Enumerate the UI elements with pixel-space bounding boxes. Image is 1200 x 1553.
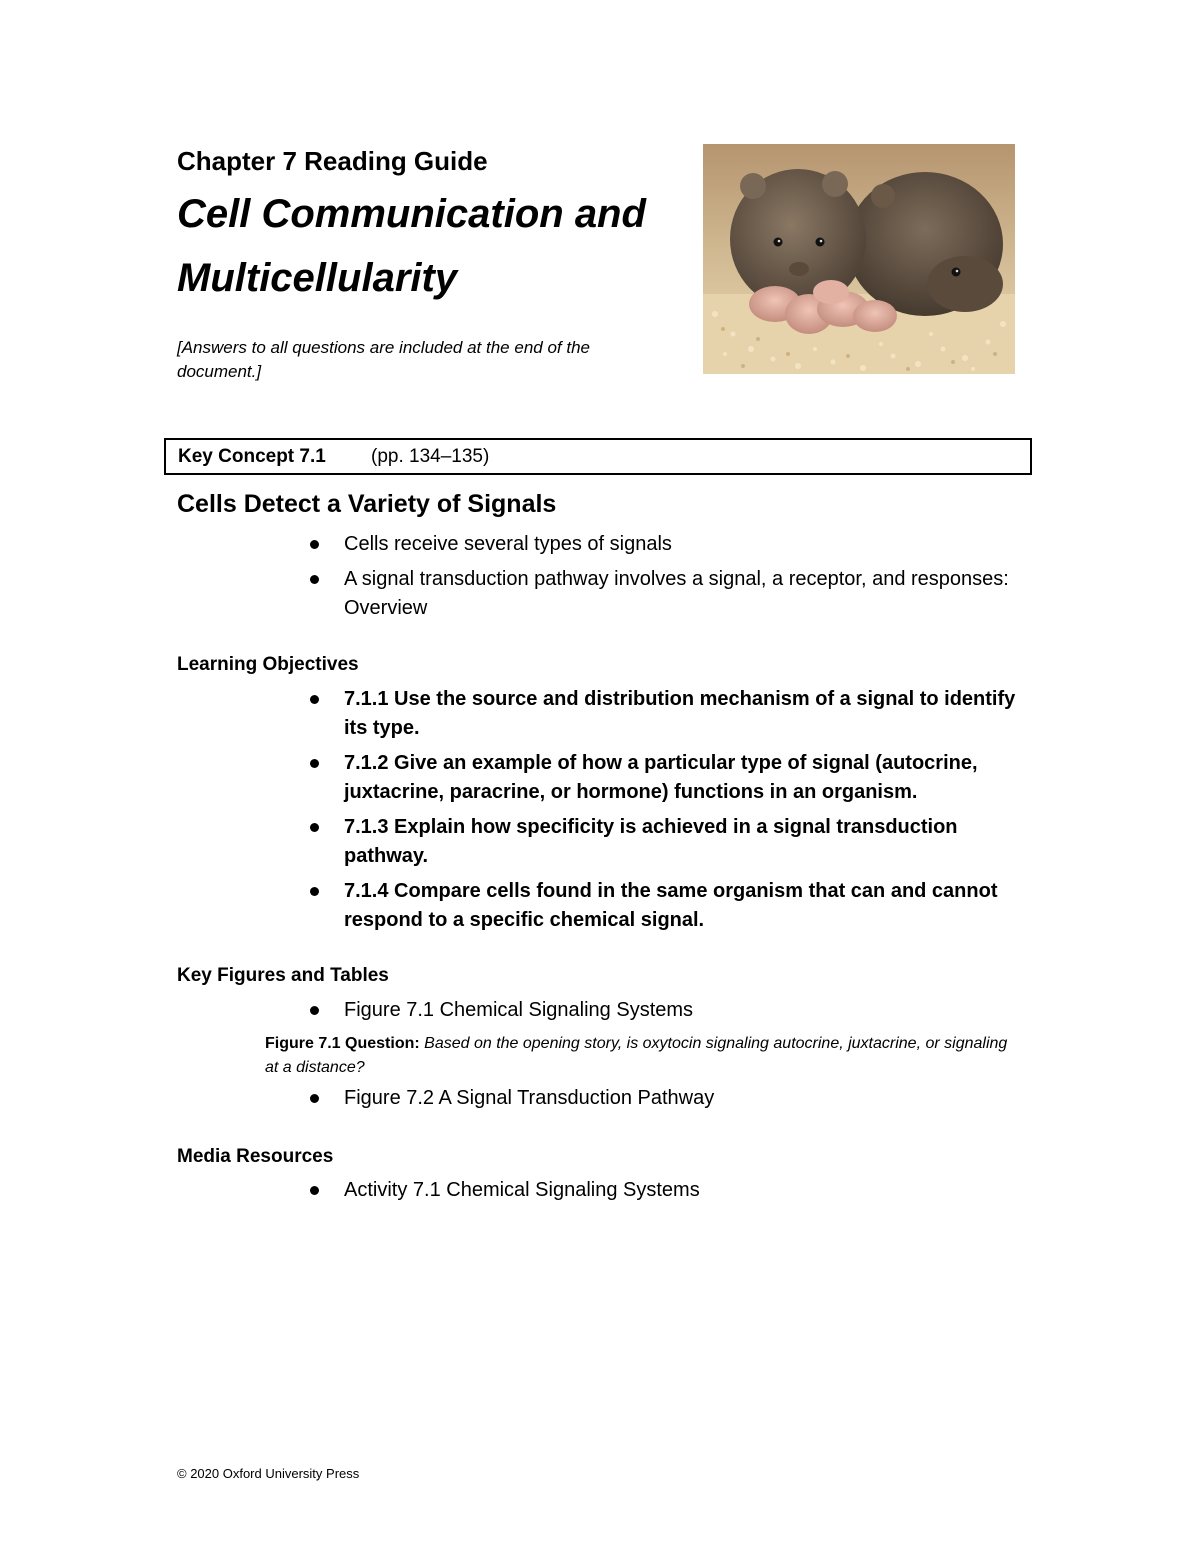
chapter-label: Chapter 7 Reading Guide [177, 146, 488, 176]
list-item: Activity 7.1 Chemical Signaling Systems [304, 1176, 1024, 1205]
list-item: A signal transduction pathway involves a signal, a receptor, and responses: Overview [304, 565, 1024, 623]
key-figures-list-2 [304, 1084, 1024, 1119]
list-item: 7.1.4 Compare cells found in the same organism that can and cannot respond to a specific chemical signal. [304, 877, 1024, 935]
figure-question-label: Figure 7.1 Question: [265, 1035, 420, 1052]
key-concept-box [164, 438, 1032, 475]
bullet-icon [310, 887, 319, 896]
answers-note: [Answers to all questions are included at the end of the document.] [177, 338, 590, 381]
bullet-icon [310, 1094, 319, 1103]
bullet-icon [310, 540, 319, 549]
learning-objectives-list [304, 685, 1024, 941]
list-item: 7.1.2 Give an example of how a particular type of signal (autocrine, juxtacrine, paracrine, or hormone) functions in an organism. [304, 749, 1024, 807]
list-item: 7.1.3 Explain how specificity is achieved in a signal transduction pathway. [304, 813, 1024, 871]
media-resources-list [304, 1176, 1024, 1211]
section-heading: Cells Detect a Variety of Signals [177, 490, 557, 518]
key-figures-heading: Key Figures and Tables [177, 965, 389, 986]
key-concept-pages: (pp. 134–135) [371, 446, 490, 467]
voles-nursing-photo [703, 144, 1015, 374]
document-title-line-2: Multicellularity [177, 256, 458, 300]
document-title-line-1: Cell Communication and [177, 192, 646, 236]
figure-question-text: Based on the opening story, is oxytocin signaling autocrine, juxtacrine, or signaling at a distance? [265, 1035, 1008, 1076]
list-item: 7.1.1 Use the source and distribution mechanism of a signal to identify its type. [304, 685, 1024, 743]
media-resources-heading: Media Resources [177, 1146, 334, 1167]
bullet-icon [310, 695, 319, 704]
section-bullet-list [304, 530, 1024, 629]
bullet-icon [310, 823, 319, 832]
bullet-icon [310, 759, 319, 768]
figure-question [265, 1032, 1025, 1080]
bullet-icon [310, 575, 319, 584]
copyright-footer: © 2020 Oxford University Press [177, 1466, 360, 1481]
list-item: Cells receive several types of signals [304, 530, 1024, 559]
list-item: Figure 7.1 Chemical Signaling Systems [304, 996, 1024, 1025]
bullet-icon [310, 1186, 319, 1195]
learning-objectives-heading: Learning Objectives [177, 654, 359, 675]
key-concept-label: Key Concept 7.1 [178, 446, 326, 467]
bullet-icon [310, 1006, 319, 1015]
key-figures-list-1 [304, 996, 1024, 1031]
list-item: Figure 7.2 A Signal Transduction Pathway [304, 1084, 1024, 1113]
